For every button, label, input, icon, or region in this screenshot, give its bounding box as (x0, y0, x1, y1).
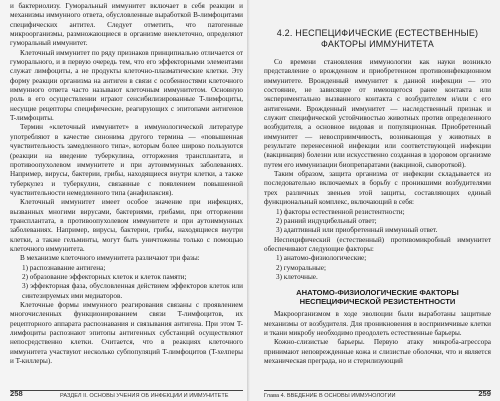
paragraph: Клеточный иммунитет по ряду признаков принципиально отличается от гуморального, и в первую очередь тем, что его эффекторными элементами служат лимфоциты, а не продукты клеточно-плазматические клетки. Эту форму реакции организма на антиген в связи с особенностями клеточного иммунного ответа часто называют клеточным иммунитетом. Основную роль в его осуществлении играют сенсибилизированные T-лимфоциты, несущие рецепторы специфические, реагирующих с эпитопами антигенов T-лимфоциты. (10, 48, 243, 123)
section-title: 4.2. НЕСПЕЦИФИЧЕСКИЕ (ЕСТЕСТВЕННЫЕ) ФАКТОРЫ ИММУНИТЕТА (276, 28, 479, 49)
list-item: 3) адаптивный или приобретенный иммунный ответ. (276, 226, 438, 235)
subsection-title: АНАТОМО-ФИЗИОЛОГИЧЕСКИЕ ФАКТОРЫ НЕСПЕЦИФИЧЕСКОЙ РЕЗИСТЕНТНОСТИ (296, 288, 459, 307)
list-item: 1) анатомо-физиологические; (276, 254, 367, 263)
running-head: РАЗДЕЛ II. ОСНОВЫ УЧЕНИЯ ОБ ИНФЕКЦИИ И ИММУНИТЕТЕ (60, 393, 229, 399)
running-head: Глава 4. ВВЕДЕНИЕ В ОСНОВЫ ИММУНОЛОГИИ (264, 393, 396, 399)
footer-rule (264, 390, 491, 391)
list-item: 3) клеточные. (276, 272, 318, 281)
paragraph: Со времени становления иммунологии как науки возникло представление о врожденном и приобретенном противоинфекционном иммунитете. Врожденный иммунитет к данной инфекции — это состояние, не зависящее от имеющегося ранее контакта или экспериментально вызванного контакта с возбудителем и/или с его антигенами. Врожденный иммунитет — наследственный признак и служит специфической устойчивостью животных против определенного возбудителя, а основное видовая и популяционная. Приобретенный иммунитет — невосприимчивость, возникающая у животных в результате перенесенной инфекции или соответствующей инфекции (вакцинация) болезни или искусственно созданная в здоровом организме путем его иммунизации биопрепаратами (вакциной, сывороткой). (264, 58, 491, 169)
paragraph: Термин «клеточный иммунитет» в иммунологической литературе употребляют в качестве синонима другого термина — «повышенная чувствительность замедленного типа», которым более широко пользуются (реакции на введение туберкулина, отторжения трансплантата, и противоопухолевом иммунитете и при аутоиммунных заболеваниях. Например, вирусы, бактерии, грибы, находящиеся внутри клетки, а также туберкулез и туберкулин, связанные с появлением повышенной чувствительности немедленного типа (анафилаксия). (10, 123, 243, 197)
paragraph: Макроорганизмом в ходе эволюции были выработаны защитные механизмы от возбудителя. Для проникновения в восприимчивые клетки и ткани микробу необходимо преодолеть естественные барьеры. (264, 310, 491, 337)
page-number: 258 (10, 389, 23, 398)
right-page (250, 0, 500, 401)
paragraph: Таким образом, защита организма от инфекции складывается из последовательно включаемых в борьбу с проникшими возбудителями трех различных звеньев этой защиты, составляющих единый функциональный комплекс, включающий в себя: (264, 170, 491, 207)
paragraph: Клеточные формы иммунного реагирования связаны с проявлением многочисленных функционированием связи T-лимфоцитов, их рецепторного аппарата распознавания и связывания антигена. При этом T-лимфоциты распознают эпитопы антигенных субстанций осуществляют непосредственно клетки. Считается, что в реакциях клеточного иммунитета участвуют несколько субпопуляций T-лимфоцитов (T-хелперы и T-киллеры). (10, 301, 243, 366)
list-item: 2) гуморальные; (276, 263, 326, 272)
left-page-body (10, 2, 243, 366)
paragraph: и бактериолизу. Гуморальный иммунитет включает в себя реакции и механизмы иммунного ответа, обусловленные выработкой В-лимфоцитами специфических антител. Следует отметить, что патогенные микроорганизмы, размножающиеся в организме внеклеточно, определяют гуморальный иммунитет. (10, 2, 243, 48)
paragraph: Кожно-слизистые барьеры. Первую атаку микроба-агрессора принимают неповрежденные кожа и слизистые оболочки, что и является механическая преграда, но и стерилизующий (264, 338, 491, 365)
footer-rule (10, 390, 243, 391)
list-item: 1) распознавание антигена; (22, 263, 106, 272)
list-item: 3) эффекторная фаза, обусловленная действием эффекторов клеток или синтезируемых ими медиаторов. (22, 282, 243, 300)
right-page-body-a (264, 58, 491, 282)
paragraph: Клеточный иммунитет имеет особое значение при инфекциях, вызванных многими вирусами, бактериями, грибами, при отторжении трансплантата, в противоопухолевом иммунитете и при аутоиммунных заболеваниях. Например, вирусы, бактерии, грибы, находящиеся внутри клетки, а также гельминты, могут быть уничтожены только с помощью клеточного иммунитета. (10, 198, 243, 253)
list-item: 2) образование эффекторных клеток и клеток памяти; (22, 272, 187, 281)
paragraph: Неспецифический (естественный) противомикробный иммунитет обеспечивают следующие факторы: (264, 235, 491, 253)
list-item: 2) ранний индуцибельный ответ; (276, 216, 377, 225)
right-page-body-b (264, 310, 491, 366)
list-item: 1) факторы естественной резистентности; (276, 207, 405, 216)
paragraph: В механизме клеточного иммунитета различают три фазы: (20, 254, 200, 263)
page-number: 259 (478, 389, 491, 398)
